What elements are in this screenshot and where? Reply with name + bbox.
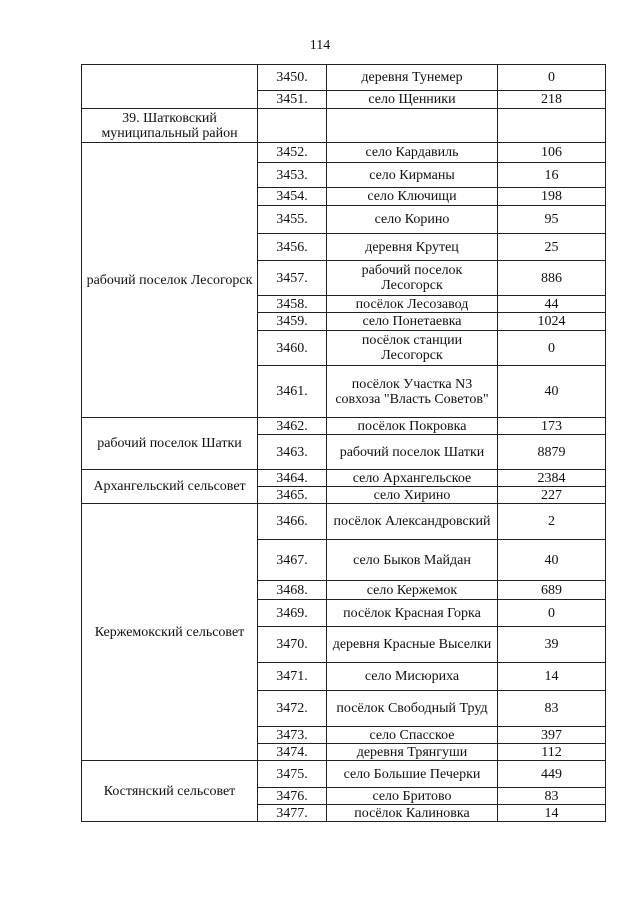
settlement-name: село Мисюриха [327,663,498,691]
row-number: 3475. [258,761,327,788]
population: 218 [498,91,606,109]
page-number: 114 [309,38,331,53]
population: 1024 [498,313,606,331]
settlement-name: посёлок Калиновка [327,805,498,822]
population: 14 [498,663,606,691]
row-number: 3476. [258,788,327,805]
municipality-cell [82,65,258,109]
settlement-name: посёлок Покровка [327,418,498,435]
settlement-name: рабочий поселок Шатки [327,435,498,470]
table-row [82,418,606,435]
row-number: 3470. [258,627,327,663]
settlement-name: деревня Тунемер [327,65,498,91]
settlement-name: рабочий поселок Лесогорск [327,261,498,296]
empty-cell [498,109,606,143]
population: 25 [498,234,606,261]
settlement-name: деревня Крутец [327,234,498,261]
population: 227 [498,487,606,504]
settlement-name: посёлок Участка N3 совхоза "Власть Советов" [327,366,498,418]
row-number: 3460. [258,331,327,366]
settlement-name: село Кардавиль [327,143,498,163]
row-number: 3450. [258,65,327,91]
population: 173 [498,418,606,435]
settlement-name: село Хирино [327,487,498,504]
table-row [82,65,606,91]
settlement-name: село Быков Майдан [327,540,498,581]
population: 39 [498,627,606,663]
population: 0 [498,331,606,366]
row-number: 3459. [258,313,327,331]
row-number: 3471. [258,663,327,691]
row-number: 3465. [258,487,327,504]
row-number: 3457. [258,261,327,296]
settlement-name: село Ключищи [327,188,498,206]
settlement-name: село Корино [327,206,498,234]
population: 83 [498,691,606,727]
row-number: 3452. [258,143,327,163]
settlement-name: село Архангельское [327,470,498,487]
population: 14 [498,805,606,822]
table-row [82,761,606,788]
table-row [82,470,606,487]
settlement-name: деревня Красные Выселки [327,627,498,663]
row-number: 3473. [258,727,327,744]
population: 449 [498,761,606,788]
settlement-name: деревня Трянгуши [327,744,498,761]
population: 2384 [498,470,606,487]
table-row [82,504,606,540]
population: 689 [498,581,606,600]
population: 44 [498,296,606,313]
population: 2 [498,504,606,540]
empty-cell [327,109,498,143]
population: 95 [498,206,606,234]
settlement-name: посёлок Лесозавод [327,296,498,313]
empty-cell [258,109,327,143]
population: 0 [498,65,606,91]
row-number: 3463. [258,435,327,470]
row-number: 3453. [258,163,327,188]
row-number: 3455. [258,206,327,234]
row-number: 3469. [258,600,327,627]
table-row [82,143,606,163]
settlement-name: село Кержемок [327,581,498,600]
row-number: 3472. [258,691,327,727]
population: 83 [498,788,606,805]
population: 40 [498,366,606,418]
population: 106 [498,143,606,163]
population: 112 [498,744,606,761]
row-number: 3468. [258,581,327,600]
district-header-row [82,109,606,143]
row-number: 3454. [258,188,327,206]
municipality-arkhangelsky: Архангельский сельсовет [82,470,258,504]
municipality-shatki: рабочий поселок Шатки [82,418,258,470]
row-number: 3477. [258,805,327,822]
settlement-name: село Большие Печерки [327,761,498,788]
settlement-name: посёлок Свободный Труд [327,691,498,727]
municipality-lesogorsk: рабочий поселок Лесогорск [82,143,258,418]
settlement-name: село Спасское [327,727,498,744]
settlement-name: посёлок Александровский [327,504,498,540]
population: 16 [498,163,606,188]
population: 0 [498,600,606,627]
settlement-name: село Бритово [327,788,498,805]
row-number: 3466. [258,504,327,540]
row-number: 3456. [258,234,327,261]
settlement-name: посёлок Красная Горка [327,600,498,627]
settlement-name: посёлок станции Лесогорск [327,331,498,366]
settlement-name: село Щенники [327,91,498,109]
row-number: 3467. [258,540,327,581]
settlements-table [81,64,606,822]
row-number: 3461. [258,366,327,418]
municipality-kerzhemoksky: Кержемокский сельсовет [82,504,258,761]
row-number: 3464. [258,470,327,487]
population: 8879 [498,435,606,470]
population: 886 [498,261,606,296]
settlement-name: село Кирманы [327,163,498,188]
population: 198 [498,188,606,206]
district-title: 39. Шатковский муниципальный район [82,109,258,143]
population: 40 [498,540,606,581]
municipality-kostyansky: Костянский сельсовет [82,761,258,822]
row-number: 3451. [258,91,327,109]
row-number: 3474. [258,744,327,761]
row-number: 3458. [258,296,327,313]
settlement-name: село Понетаевка [327,313,498,331]
population: 397 [498,727,606,744]
row-number: 3462. [258,418,327,435]
